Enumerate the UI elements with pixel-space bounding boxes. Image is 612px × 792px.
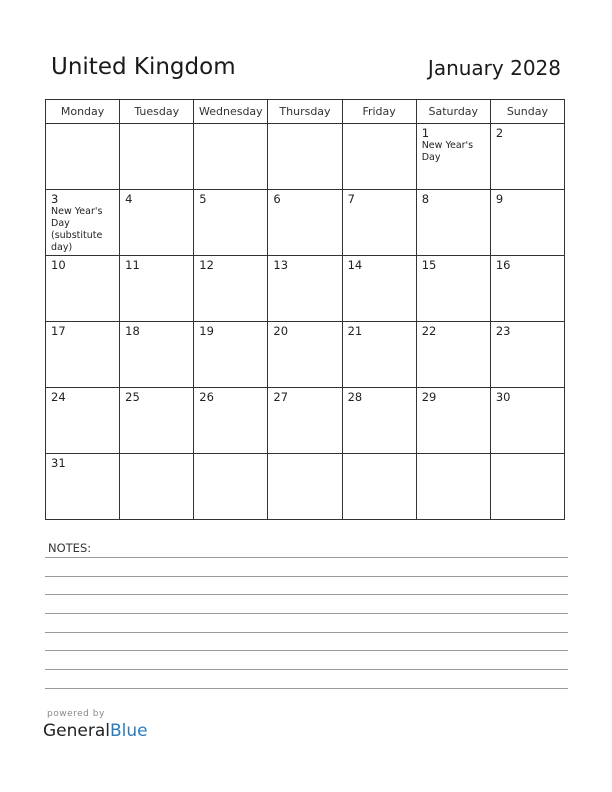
day-cell [490,388,564,454]
day-number: 21 [347,324,363,338]
day-cell [416,388,490,454]
notes-line [45,650,568,651]
day-cell [342,190,416,256]
day-cell [194,454,268,520]
day-cell [46,190,120,256]
notes-line [45,613,568,614]
day-cell [416,124,490,190]
day-number: 28 [347,390,363,404]
day-number: 4 [125,192,133,206]
weekday-saturday: Saturday [416,100,490,124]
day-number: 23 [495,324,511,338]
week-row [46,124,565,190]
day-cell [46,454,120,520]
weekday-friday: Friday [342,100,416,124]
day-cell [416,256,490,322]
notes-line [45,594,568,595]
day-number: 19 [199,324,214,338]
day-cell [120,190,194,256]
day-number: 17 [51,324,66,338]
week-row [46,256,565,322]
calendar-grid [45,99,565,520]
holiday-label: New Year's Day [421,140,474,163]
day-number: 1 [421,126,430,140]
day-cell [342,256,416,322]
day-number: 3 [51,192,59,206]
day-cell [194,256,268,322]
day-number: 24 [51,390,66,404]
notes-line [45,632,568,633]
day-number: 26 [199,390,214,404]
day-cell [120,454,194,520]
day-cell [120,388,194,454]
week-row [46,454,565,520]
day-cell [416,454,490,520]
day-number: 18 [125,324,140,338]
weekday-thursday: Thursday [268,100,342,124]
day-number: 30 [495,390,511,404]
day-number: 14 [347,258,363,272]
day-cell [46,124,120,190]
month-year-title: January 2028 [427,56,561,80]
logo-blue: Blue [110,721,148,741]
day-cell [194,124,268,190]
day-cell [342,388,416,454]
day-number: 15 [421,258,437,272]
logo-general: General [43,721,110,741]
day-cell [490,322,564,388]
weekday-monday: Monday [46,100,120,124]
weekday-header-row [46,100,565,124]
notes-line [45,669,568,670]
day-number: 16 [495,258,511,272]
day-cell [490,124,564,190]
week-row [46,388,565,454]
day-number: 5 [199,192,207,206]
day-number: 11 [125,258,140,272]
day-cell [268,190,342,256]
day-number: 6 [273,192,281,206]
day-cell [120,322,194,388]
weekday-wednesday: Wednesday [194,100,268,124]
weekday-tuesday: Tuesday [120,100,194,124]
day-number: 31 [51,456,66,470]
day-cell [194,190,268,256]
calendar-body [46,124,565,520]
day-cell [268,256,342,322]
day-cell [268,388,342,454]
day-number: 10 [51,258,66,272]
generalblue-logo [43,721,148,741]
day-number: 9 [495,192,504,206]
day-cell [120,256,194,322]
notes-line [45,688,568,689]
day-cell [268,322,342,388]
day-number: 7 [347,192,355,206]
day-cell [120,124,194,190]
day-number: 29 [421,390,437,404]
day-cell [194,388,268,454]
day-cell [46,256,120,322]
day-number: 13 [273,258,289,272]
day-number: 8 [421,192,430,206]
day-cell [268,454,342,520]
day-number: 27 [273,390,289,404]
day-number: 20 [273,324,289,338]
day-number: 22 [421,324,437,338]
day-cell [194,322,268,388]
day-cell [490,454,564,520]
day-cell [416,190,490,256]
powered-by-text: powered by [47,709,105,719]
day-cell [46,322,120,388]
country-title: United Kingdom [51,54,236,80]
day-cell [416,322,490,388]
day-cell [490,256,564,322]
day-cell [342,322,416,388]
week-row [46,322,565,388]
weekday-sunday: Sunday [490,100,564,124]
week-row [46,190,565,256]
day-number: 25 [125,390,140,404]
day-number: 2 [495,126,504,140]
notes-line [45,557,568,558]
day-cell [342,124,416,190]
day-cell [490,190,564,256]
holiday-label: New Year's Day (substitute day) [51,206,103,253]
day-cell [268,124,342,190]
day-number: 12 [199,258,214,272]
day-cell [342,454,416,520]
notes-label: NOTES: [48,541,92,555]
notes-line [45,576,568,577]
day-cell [46,388,120,454]
